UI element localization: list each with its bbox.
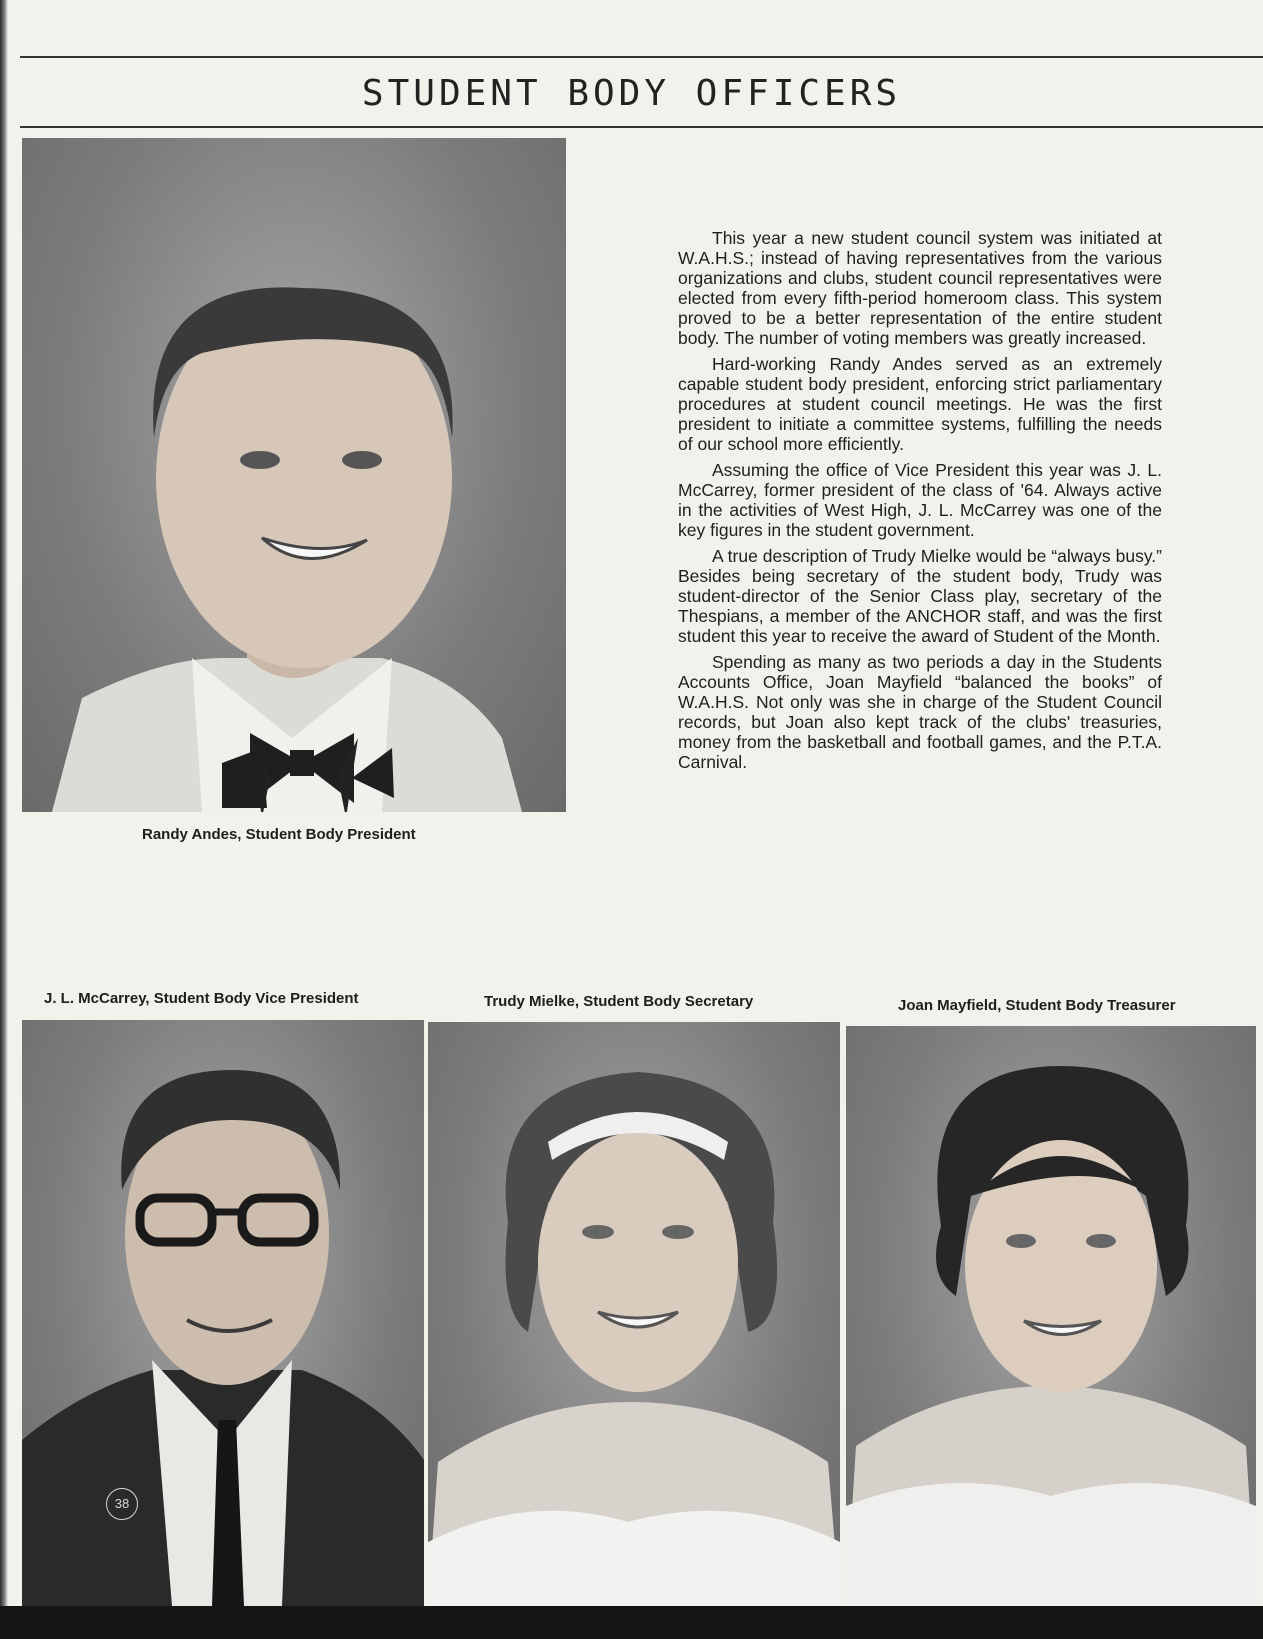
- article-paragraph: A true description of Trudy Mielke would be “always busy.” Besides being secretary of the student body, Trudy was student-director of the Senior Class play, secretary of the Thespians, a member of the ANCHOR staff, and was the first student this year to receive the award of Student of the Month.: [678, 546, 1162, 646]
- president-caption: Randy Andes, Student Body President: [142, 826, 416, 843]
- treasurer-portrait: [846, 1026, 1256, 1606]
- vice-president-portrait: [22, 1020, 424, 1606]
- article-text: [678, 228, 1162, 778]
- title-bottom-rule: [20, 126, 1263, 128]
- page-title: STUDENT BODY OFFICERS: [361, 73, 902, 114]
- title-top-rule: [20, 56, 1263, 58]
- article-paragraph: This year a new student council system was initiated at W.A.H.S.; instead of having representatives from the various organizations and clubs, student council representatives were elected from every fifth-period homeroom class. This system proved to be a better representation of the entire student body. The number of voting members was greatly increased.: [678, 228, 1162, 348]
- article-paragraph: Spending as many as two periods a day in the Students Accounts Office, Joan Mayfield “balanced the books” of W.A.H.S. Not only was she in charge of the Student Council records, but Joan also kept track of the clubs' treasuries, money from the basketball and football games, and the P.T.A. Carnival.: [678, 652, 1162, 772]
- article-paragraph: Assuming the office of Vice President this year was J. L. McCarrey, former president of the class of '64. Always active in the activities of West High, J. L. McCarrey was one of the key figures in the student government.: [678, 460, 1162, 540]
- page-bottom-edge: [0, 1606, 1263, 1639]
- treasurer-caption: Joan Mayfield, Student Body Treasurer: [898, 997, 1176, 1014]
- page-number-badge: 38: [106, 1488, 138, 1520]
- article-paragraph: Hard-working Randy Andes served as an extremely capable student body president, enforcing strict parliamentary procedures at student council meetings. He was the first president to initiate a committee systems, fulfilling the needs of our school more efficiently.: [678, 354, 1162, 454]
- vice-president-caption: J. L. McCarrey, Student Body Vice President: [44, 990, 359, 1007]
- president-portrait: [22, 138, 566, 812]
- secretary-caption: Trudy Mielke, Student Body Secretary: [484, 993, 754, 1010]
- secretary-portrait: [428, 1022, 840, 1606]
- page-left-edge-shadow: [0, 0, 8, 1639]
